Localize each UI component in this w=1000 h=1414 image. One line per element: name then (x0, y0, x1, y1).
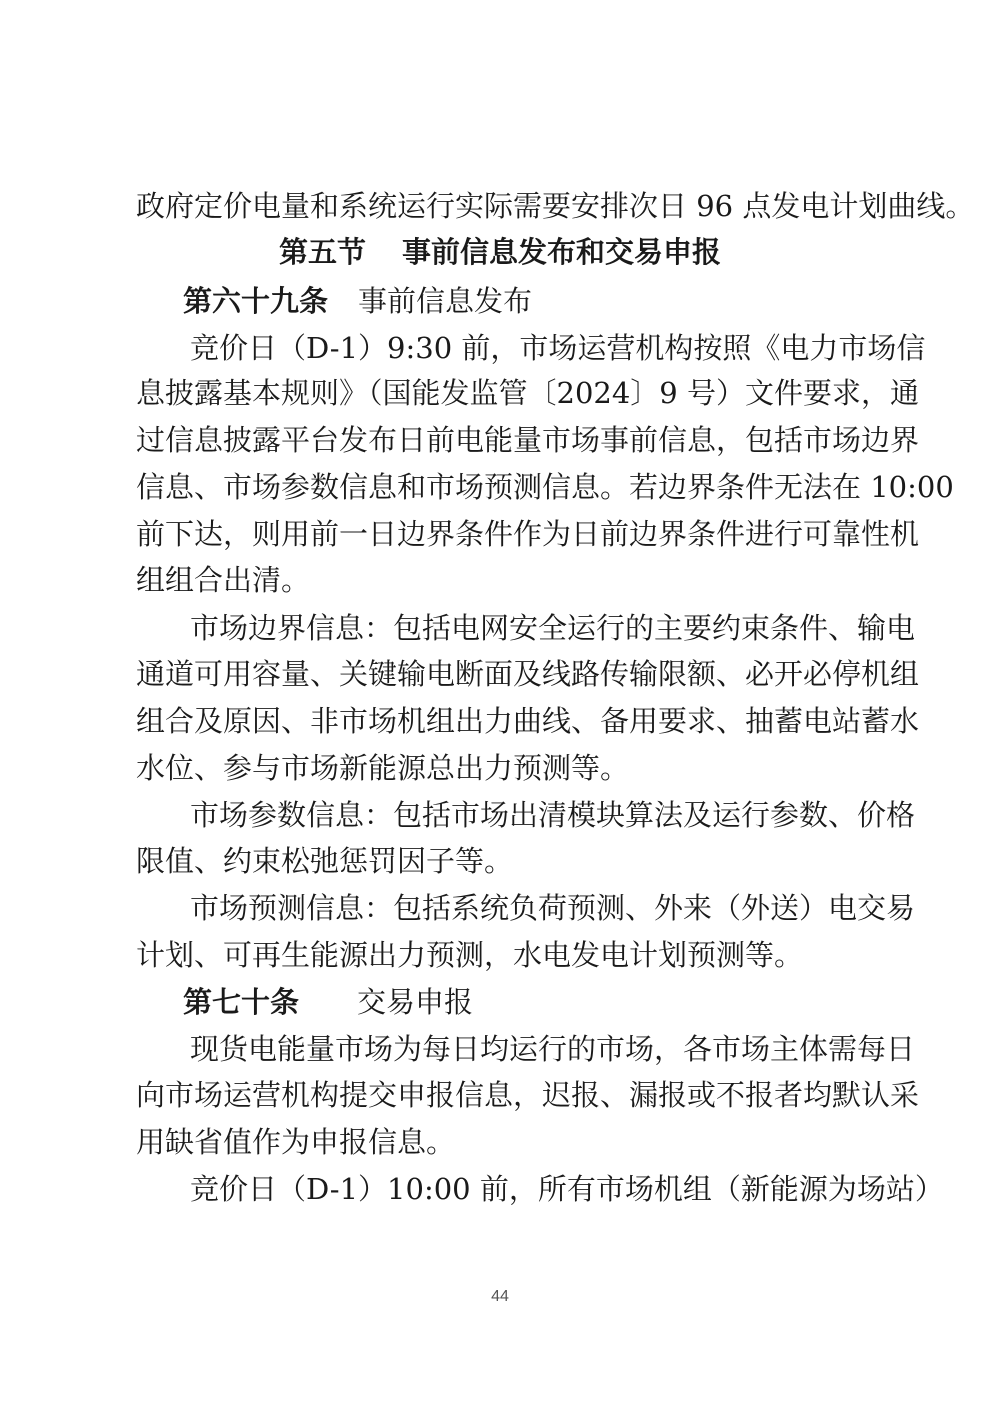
body-line: 市场预测信息：包括系统负荷预测、外来（外送）电交易 (190, 891, 916, 925)
article-title: 事前信息发布 (358, 284, 533, 318)
article-number: 第六十九条 (183, 284, 329, 318)
body-line: 用缺省值作为申报信息。 (136, 1125, 456, 1159)
body-line: 市场参数信息：包括市场出清模块算法及运行参数、价格 (190, 798, 916, 832)
article-heading-69 (183, 281, 532, 321)
body-line: 政府定价电量和系统运行实际需要安排次日 96 点发电计划曲线。 (136, 189, 975, 223)
section-number: 第五节 (278, 235, 366, 269)
body-line: 组合及原因、非市场机组出力曲线、备用要求、抽蓄电站蓄水 (136, 704, 920, 738)
body-line: 竞价日（D-1）10:00 前，所有市场机组（新能源为场站） (190, 1172, 944, 1206)
body-line: 信息、市场参数信息和市场预测信息。若边界条件无法在 10:00 (136, 470, 954, 504)
body-line: 组组合出清。 (136, 563, 311, 597)
section-title: 事前信息发布和交易申报 (402, 235, 722, 269)
body-line: 市场边界信息：包括电网安全运行的主要约束条件、输电 (190, 611, 916, 645)
article-title: 交易申报 (357, 985, 474, 1019)
body-line: 竞价日（D-1）9:30 前，市场运营机构按照《电力市场信 (190, 331, 926, 365)
body-line: 现货电能量市场为每日均运行的市场，各市场主体需每日 (190, 1032, 916, 1066)
body-line: 过信息披露平台发布日前电能量市场事前信息，包括市场边界 (136, 423, 920, 457)
body-line: 前下达，则用前一日边界条件作为日前边界条件进行可靠性机 (136, 517, 920, 551)
body-line: 通道可用容量、关键输电断面及线路传输限额、必开必停机组 (136, 657, 920, 691)
page-number: 44 (491, 1288, 509, 1305)
section-heading (0, 232, 1000, 272)
body-line: 限值、约束松弛惩罚因子等。 (136, 844, 514, 878)
body-line: 向市场运营机构提交申报信息，迟报、漏报或不报者均默认采 (136, 1078, 920, 1112)
body-line: 息披露基本规则》（国能发监管〔2024〕9 号）文件要求，通 (136, 376, 919, 410)
article-number: 第七十条 (183, 985, 300, 1019)
body-line: 计划、可再生能源出力预测，水电发电计划预测等。 (136, 938, 804, 972)
body-line: 水位、参与市场新能源总出力预测等。 (136, 751, 630, 785)
article-heading-70 (183, 982, 473, 1022)
